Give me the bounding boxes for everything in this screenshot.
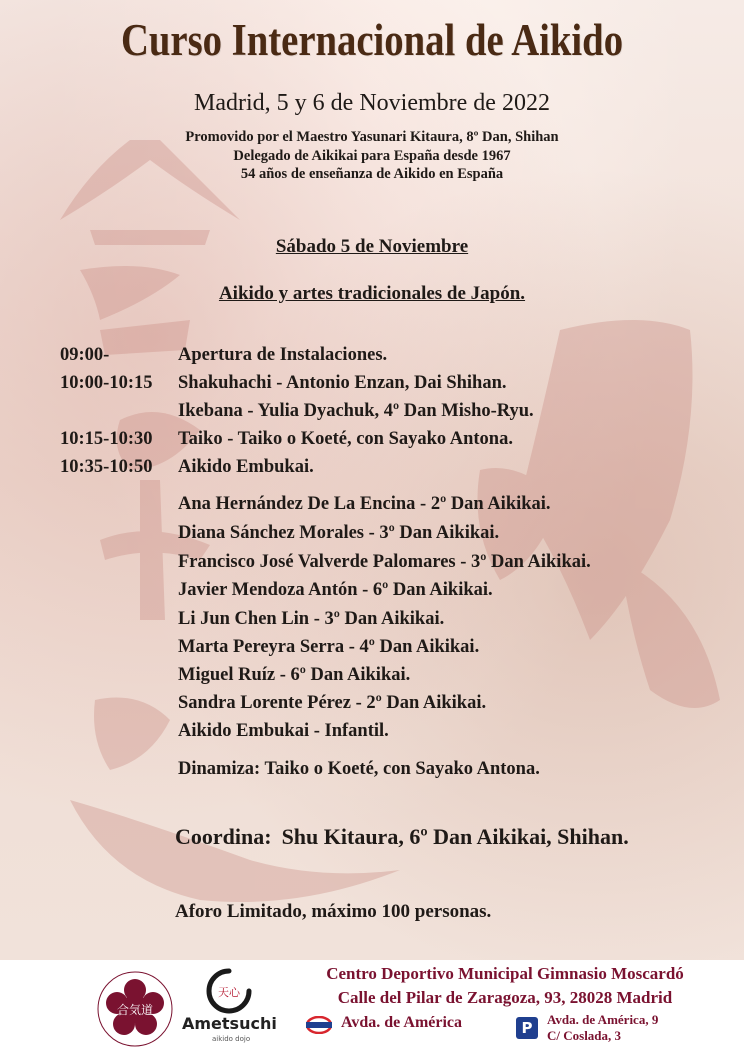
- dinamiza-line: Dinamiza: Taiko o Koeté, con Sayako Antona.: [178, 759, 540, 779]
- participant-item: Sandra Lorente Pérez - 2º Dan Aikikai.: [178, 693, 487, 713]
- dojo-kanji: 天心: [218, 986, 240, 999]
- coordina-value: Shu Kitaura, 6º Dan Aikikai, Shihan.: [281, 824, 629, 849]
- years-line: 54 años de enseñanza de Aikido en España: [240, 166, 504, 182]
- coordina-line: [175, 824, 629, 850]
- participant-item: Li Jun Chen Lin - 3º Dan Aikikai.: [178, 609, 445, 629]
- schedule-time: 10:15-10:30: [60, 429, 153, 449]
- parking-address-2: C/ Coslada, 3: [547, 1028, 622, 1043]
- schedule-activity: Shakuhachi - Antonio Enzan, Dai Shihan.: [178, 373, 507, 393]
- schedule-activity: Aikido Embukai.: [178, 457, 314, 477]
- program-day: Sábado 5 de Noviembre: [275, 236, 469, 257]
- event-date: Madrid, 5 y 6 de Noviembre de 2022: [194, 90, 550, 116]
- seal-ring-text: [96, 1050, 97, 1051]
- parking-icon: P: [516, 1017, 538, 1039]
- metro-station: Avda. de América: [341, 1014, 463, 1031]
- participant-item: Javier Mendoza Antón - 6º Dan Aikikai.: [178, 580, 493, 600]
- participant-item: Miguel Ruíz - 6º Dan Aikikai.: [178, 665, 411, 685]
- schedule-time: 10:35-10:50: [60, 457, 153, 477]
- participant-item: Francisco José Valverde Palomares - 3º Dan Aikikai.: [178, 552, 591, 572]
- schedule-time: 09:00-: [60, 345, 110, 365]
- participant-item: Marta Pereyra Serra - 4º Dan Aikikai.: [178, 637, 480, 657]
- schedule-activity: Apertura de Instalaciones.: [178, 345, 388, 365]
- participant-item: Aikido Embukai - Infantil.: [178, 721, 389, 741]
- participant-item: Diana Sánchez Morales - 3º Dan Aikikai.: [178, 523, 500, 543]
- seal-center-text: 合気道: [116, 1003, 154, 1017]
- metro-icon: [306, 1016, 332, 1034]
- delegate-line: Delegado de Aikikai para España desde 1967: [233, 148, 511, 164]
- aikikai-seal-logo: [96, 970, 174, 1048]
- schedule-time: 10:00-10:15: [60, 373, 153, 393]
- venue-name: Centro Deportivo Municipal Gimnasio Moscardó: [326, 964, 684, 983]
- schedule-activity: Taiko - Taiko o Koeté, con Sayako Antona.: [178, 429, 513, 449]
- dojo-subtitle: aikido dojo: [212, 1035, 251, 1043]
- dojo-name: Ametsuchi: [182, 1014, 277, 1033]
- ametsuchi-enso-logo: [200, 968, 258, 1014]
- participant-item: Ana Hernández De La Encina - 2º Dan Aikikai.: [178, 494, 551, 514]
- promoter-line: Promovido por el Maestro Yasunari Kitaura, 8º Dan, Shihan: [185, 129, 559, 145]
- venue-address: Calle del Pilar de Zaragoza, 93, 28028 Madrid: [337, 988, 673, 1007]
- schedule-activity: Ikebana - Yulia Dyachuk, 4º Dan Misho-Ryu.: [178, 401, 534, 421]
- parking-address-1: Avda. de América, 9: [547, 1012, 659, 1027]
- event-title: Curso Internacional de Aikido: [120, 15, 624, 65]
- capacity-note: Aforo Limitado, máximo 100 personas.: [175, 901, 492, 922]
- footer: [0, 960, 744, 1052]
- coordina-label: Coordina:: [175, 824, 272, 849]
- program-theme: Aikido y artes tradicionales de Japón.: [218, 283, 526, 304]
